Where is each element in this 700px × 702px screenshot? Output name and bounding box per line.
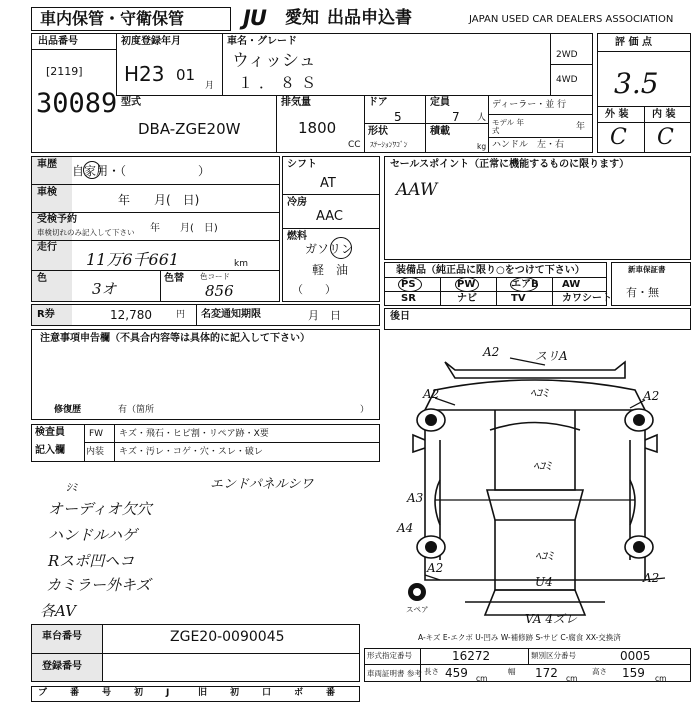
shift-value: AT bbox=[320, 176, 336, 191]
equipment-item: TV bbox=[511, 293, 526, 304]
height-unit: cm bbox=[655, 674, 667, 683]
bottom-strip-cell: 旧 bbox=[198, 688, 208, 698]
diagram-mark: A2 bbox=[423, 387, 440, 401]
title-form: 出品申込書 bbox=[327, 8, 412, 28]
handwritten-note: オーディオ欠穴 bbox=[48, 500, 152, 518]
handle-label: ハンドル 左・右 bbox=[492, 140, 565, 150]
fuel-other: （ ） bbox=[292, 283, 336, 296]
notice-value: 月 日 bbox=[308, 309, 341, 322]
notice-label: 名変通知期限 bbox=[201, 309, 261, 320]
fuel-label: 燃料 bbox=[287, 231, 307, 242]
shift-label: シフト bbox=[287, 159, 317, 170]
mileage-value: 11万6千661 bbox=[86, 250, 180, 269]
diagram-mark: A2 bbox=[483, 345, 500, 359]
spec-number: 16272 bbox=[452, 649, 491, 663]
diagram-mark: A2 bbox=[427, 561, 444, 575]
inspector-label: 検査員 bbox=[35, 427, 65, 438]
fw-text: キズ・飛石・ヒビ割・リペア跡・X要 bbox=[119, 429, 269, 439]
gasoline-circle bbox=[330, 237, 352, 259]
bottom-strip-cell: 初 bbox=[134, 688, 144, 698]
repair-label: 修復歴 bbox=[54, 405, 82, 415]
length-value: 459 bbox=[445, 666, 468, 680]
bottom-strip-cell: 号 bbox=[102, 688, 112, 698]
lot-sub: [2119] bbox=[46, 65, 83, 78]
name-label: 車名・グレード bbox=[227, 36, 297, 47]
fw-label: FW bbox=[89, 429, 104, 439]
handwritten-note: Rスポ凹ヘコ bbox=[48, 552, 135, 570]
notes-label: 注意事項申告欄（不具合内容等は具体的に記入して下さい） bbox=[40, 333, 310, 344]
lot-label: 出品番号 bbox=[38, 36, 78, 47]
lot-number: 30089 bbox=[36, 88, 118, 119]
equipment-item: SR bbox=[401, 293, 416, 304]
sales-point-label: セールスポイント（正常に機能するものに限ります） bbox=[390, 159, 630, 170]
interior-label: 内 装 bbox=[652, 109, 676, 120]
aircon-value: AAC bbox=[316, 209, 343, 224]
diagram-mark: A2 bbox=[643, 389, 660, 403]
door-value: 5 bbox=[394, 110, 402, 124]
rtax-label: R券 bbox=[37, 309, 55, 320]
diagram-mark: スリA bbox=[535, 349, 568, 363]
title-left: 車内保管・守衛保管 bbox=[40, 9, 185, 28]
equipment-item: エアB bbox=[511, 279, 539, 290]
sales-point-block bbox=[384, 156, 691, 260]
rtax-unit: 円 bbox=[176, 310, 186, 320]
equipment-item: PW bbox=[457, 279, 476, 290]
recycle-note: 車検切れのみ記入して下さい bbox=[37, 228, 135, 237]
title-aichi: 愛知 bbox=[285, 8, 319, 28]
history-value: 自家用・（ ） bbox=[72, 164, 211, 178]
remarks-block bbox=[384, 308, 691, 330]
bottom-strip-cell: ブ bbox=[38, 688, 48, 698]
title-english: JAPAN USED CAR DEALERS ASSOCIATION bbox=[469, 14, 674, 25]
bottom-strip-cell: 口 bbox=[262, 688, 272, 698]
mileage-unit: km bbox=[234, 259, 248, 269]
year-unit: 年 bbox=[576, 122, 586, 132]
handwritten-note: カミラー外キズ bbox=[46, 576, 151, 594]
inspection-label: 車検 bbox=[37, 187, 57, 198]
repair-value: 有（箇所 bbox=[118, 405, 155, 415]
interior-check-label: 内装 bbox=[86, 447, 105, 457]
capacity-label: 定員 bbox=[430, 97, 450, 108]
spare-label: スペア bbox=[406, 605, 429, 614]
equipment-item: AW bbox=[562, 279, 581, 290]
sales-point-value: AAW bbox=[396, 180, 438, 200]
model-code: DBA-ZGE20W bbox=[138, 120, 241, 138]
reg-month-unit: 月 bbox=[205, 81, 215, 91]
fuel-gas: ガソリン bbox=[305, 242, 354, 256]
diagram-mark: U4 bbox=[535, 575, 553, 589]
length-label: 長さ bbox=[424, 667, 439, 676]
equipment-item: PS bbox=[401, 279, 416, 290]
shape-value: ｽﾃｰｼｮﾝﾜｺﾞﾝ bbox=[370, 140, 408, 149]
exterior-grade: C bbox=[610, 125, 627, 150]
model-year-label: モデル 年式 bbox=[492, 118, 525, 135]
regno-label: 登録番号 bbox=[42, 661, 82, 672]
recycle-value: 年 月( 日) bbox=[150, 223, 218, 234]
fuel-diesel: 軽 油 bbox=[312, 263, 349, 277]
equipment-item: ナビ bbox=[457, 293, 477, 304]
model-label: 型式 bbox=[121, 97, 141, 108]
interior-check-text: キズ・汚レ・コゲ・穴・スレ・破レ bbox=[119, 447, 263, 457]
diagram-mark: A4 bbox=[397, 521, 414, 535]
length-unit: cm bbox=[476, 674, 488, 683]
warranty-label: 新車保証書 bbox=[628, 265, 666, 274]
cc-value: 1800 bbox=[298, 119, 337, 137]
load-unit: kg bbox=[477, 142, 487, 151]
chassis-number: ZGE20-0090045 bbox=[170, 629, 285, 645]
height-label: 高さ bbox=[592, 667, 607, 676]
color-code-value: 856 bbox=[205, 282, 234, 300]
exterior-label: 外 装 bbox=[605, 109, 629, 120]
car-name: ウィッシュ bbox=[232, 51, 316, 71]
chassis-label: 車台番号 bbox=[42, 631, 82, 642]
warranty-value: 有・無 bbox=[626, 286, 659, 299]
private-use-circle bbox=[83, 161, 101, 179]
handwritten-note: エンドパネルシワ bbox=[210, 477, 314, 492]
bottom-strip-cell: 初 bbox=[230, 688, 240, 698]
class-number: 0005 bbox=[620, 649, 651, 663]
diagram-mark: ﾍｺﾐ bbox=[535, 549, 554, 563]
car-grade: １．８Ｓ bbox=[238, 74, 323, 92]
width-value: 172 bbox=[535, 666, 558, 680]
class-label: 類別区分番号 bbox=[531, 651, 576, 660]
color-change-label: 色替 bbox=[164, 273, 184, 284]
interior-grade: C bbox=[657, 125, 674, 150]
equipment-item: カワシート bbox=[562, 293, 612, 304]
diagram-mark: ﾍｺﾐ bbox=[530, 386, 549, 400]
diagram-mark: ﾍｺﾐ bbox=[533, 459, 552, 473]
recycle-label: 受検予約 bbox=[37, 214, 77, 225]
width-unit: cm bbox=[566, 674, 578, 683]
wd4-label: 4WD bbox=[556, 75, 578, 85]
width-label: 幅 bbox=[508, 667, 516, 676]
cc-label: 排気量 bbox=[281, 97, 311, 108]
score-value: 3.5 bbox=[614, 67, 659, 100]
size-label: 車両証明書 参考 bbox=[367, 669, 422, 678]
reg-era: H23 bbox=[124, 62, 165, 86]
remarks-label: 後日 bbox=[390, 311, 410, 322]
entry-label: 記入欄 bbox=[35, 445, 65, 456]
color-code-label: 色コード bbox=[200, 272, 230, 281]
mileage-label: 走行 bbox=[37, 242, 57, 253]
bottom-strip-cell: J bbox=[166, 688, 170, 698]
handwritten-note: ハンドルハゲ bbox=[48, 526, 137, 544]
height-value: 159 bbox=[622, 666, 645, 680]
diagram-mark: VA 4ズレ bbox=[525, 612, 577, 626]
spec-label: 形式指定番号 bbox=[367, 651, 412, 660]
inspection-value: 年 月( 日) bbox=[118, 193, 200, 207]
diagram-legend: A-キズ E-エクボ U-凹み W-補修跡 S-サビ C-腐食 XX-交換済 bbox=[418, 633, 621, 642]
handwritten-note: ｼﾐ bbox=[66, 481, 77, 494]
reg-label: 初度登録年月 bbox=[121, 36, 181, 47]
color-value: 3オ bbox=[92, 280, 117, 298]
color-label: 色 bbox=[37, 273, 47, 284]
car-damage-diagram bbox=[395, 340, 695, 630]
bottom-strip-cell: 番 bbox=[70, 688, 80, 698]
cc-unit: CC bbox=[348, 140, 361, 150]
bottom-strip-cell: ボ bbox=[294, 688, 304, 698]
load-label: 積載 bbox=[430, 126, 450, 137]
bottom-strip-cell: 番 bbox=[326, 688, 336, 698]
ju-logo: JU bbox=[243, 6, 266, 30]
reg-month: 01 bbox=[176, 66, 196, 84]
history-label: 車歴 bbox=[37, 159, 57, 170]
wd2-label: 2WD bbox=[556, 50, 578, 60]
diagram-mark: A3 bbox=[407, 491, 424, 505]
equipment-label: 装備品（純正品に限り○をつけて下さい） bbox=[396, 265, 585, 276]
dealer-label: ディーラー・並 行 bbox=[492, 100, 567, 110]
rtax-value: 12,780 bbox=[110, 308, 152, 322]
capacity-value: 7 bbox=[452, 110, 460, 124]
diagram-mark: A2 bbox=[643, 571, 660, 585]
repair-close: ） bbox=[360, 405, 370, 415]
door-label: ドア bbox=[368, 97, 388, 108]
score-label: 評 価 点 bbox=[615, 37, 652, 48]
handwritten-note: 各AV bbox=[40, 602, 76, 620]
capacity-unit: 人 bbox=[477, 113, 487, 123]
aircon-label: 冷房 bbox=[287, 197, 307, 208]
shape-label: 形状 bbox=[368, 126, 388, 137]
